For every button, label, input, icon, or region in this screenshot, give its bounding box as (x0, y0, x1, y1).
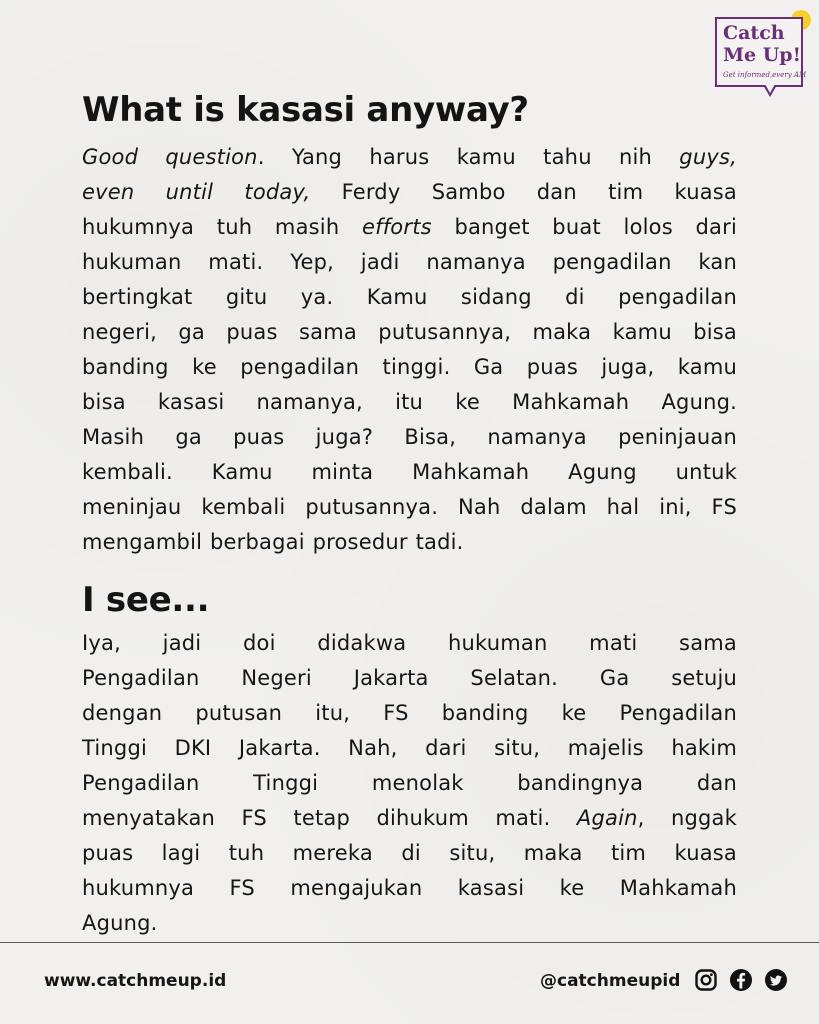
text-segment: hukumnya tuh masih (82, 215, 362, 239)
text-segment: Agung. (82, 911, 158, 935)
social-handle[interactable]: @catchmeupid (540, 971, 681, 991)
text-line (82, 175, 737, 210)
text-line (82, 210, 737, 245)
text-line (82, 315, 737, 350)
text-segment: , nggak (637, 806, 737, 830)
text-line (82, 490, 737, 525)
italic-text: guys, (679, 145, 737, 169)
section-heading-i-see: I see... (82, 580, 210, 620)
text-line (82, 836, 737, 871)
text-line (82, 696, 737, 731)
text-segment: Ferdy Sambo dan tim kuasa (310, 180, 737, 204)
text-line (82, 525, 737, 560)
italic-text: Good question (82, 145, 258, 169)
website-link[interactable]: www.catchmeup.id (44, 971, 227, 991)
text-segment: kembali. Kamu minta Mahkamah Agung untuk (82, 460, 737, 484)
facebook-icon[interactable] (729, 968, 753, 992)
text-segment: Pengadilan Tinggi menolak bandingnya dan (82, 771, 737, 795)
text-segment: menyatakan FS tetap dihukum mati. (82, 806, 577, 830)
text-line (82, 140, 737, 175)
section-body-kasasi (82, 140, 737, 560)
text-segment: bertingkat gitu ya. Kamu sidang di pengadilan (82, 285, 737, 309)
text-segment: bisa kasasi namanya, itu ke Mahkamah Agung. (82, 390, 737, 414)
text-segment: dengan putusan itu, FS banding ke Pengadilan (82, 701, 737, 725)
text-line (82, 731, 737, 766)
text-segment: banding ke pengadilan tinggi. Ga puas juga, kamu (82, 355, 737, 379)
catch-me-up-logo[interactable] (715, 17, 807, 87)
text-segment: . Yang harus kamu tahu nih (257, 145, 680, 169)
logo-speech-tail-inner (765, 84, 775, 93)
text-line (82, 801, 737, 836)
logo-line-2: Me Up! (723, 44, 801, 66)
section-body-i-see (82, 626, 737, 941)
text-line (82, 245, 737, 280)
text-segment: Tinggi DKI Jakarta. Nah, dari situ, majelis hakim (82, 736, 737, 760)
text-line (82, 385, 737, 420)
text-line (82, 661, 737, 696)
text-line (82, 626, 737, 661)
logo-tagline: Get informed,every AM (723, 71, 807, 79)
twitter-icon[interactable] (764, 968, 788, 992)
text-segment: hukuman mati. Yep, jadi namanya pengadilan kan (82, 250, 737, 274)
text-segment: mengambil berbagai prosedur tadi. (82, 530, 464, 554)
section-heading-kasasi: What is kasasi anyway? (82, 90, 529, 130)
italic-text: efforts (362, 215, 432, 239)
logo-line-1: Catch (723, 22, 785, 44)
text-segment: banget buat lolos dari (431, 215, 737, 239)
italic-text: even until today, (82, 180, 311, 204)
text-segment: Masih ga puas juga? Bisa, namanya peninjauan (82, 425, 737, 449)
text-segment: negeri, ga puas sama putusannya, maka kamu bisa (82, 320, 737, 344)
text-line (82, 350, 737, 385)
text-segment: hukumnya FS mengajukan kasasi ke Mahkamah (82, 876, 737, 900)
text-segment: Iya, jadi doi didakwa hukuman mati sama (82, 631, 737, 655)
text-line (82, 766, 737, 801)
italic-text: Again (576, 806, 638, 830)
text-line (82, 420, 737, 455)
text-segment: Pengadilan Negeri Jakarta Selatan. Ga setuju (82, 666, 737, 690)
text-line (82, 906, 737, 941)
text-line (82, 871, 737, 906)
footer-divider (0, 942, 819, 943)
text-line (82, 280, 737, 315)
text-segment: puas lagi tuh mereka di situ, maka tim kuasa (82, 841, 737, 865)
text-line (82, 455, 737, 490)
instagram-icon[interactable] (694, 968, 718, 992)
text-segment: meninjau kembali putusannya. Nah dalam hal ini, FS (82, 495, 737, 519)
